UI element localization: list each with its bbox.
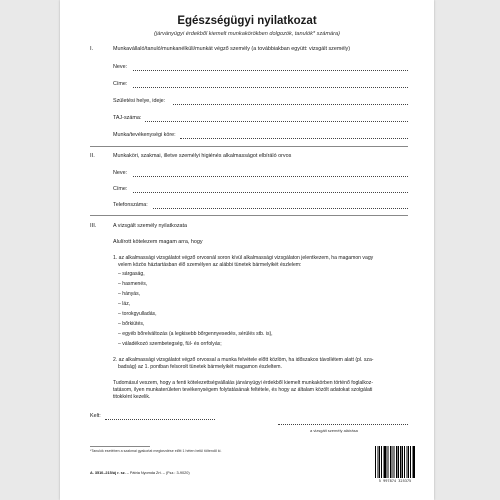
symptom-item: – láz, <box>118 301 131 307</box>
symptom-item: – váladékozó szembetegség, fül- és orrfolyás; <box>118 341 222 347</box>
section-1-name-label: Neve: <box>113 64 128 70</box>
section-1-address-label: Címe: <box>113 81 128 87</box>
date-label: Kelt: <box>90 413 101 419</box>
date-field[interactable] <box>105 419 215 420</box>
form-code-printer: – Pátria Nyomda Zrt. – (Fsz.: 3-9020) <box>125 471 190 475</box>
closing-statement-line-3: titokként kezelik. <box>113 394 151 400</box>
closing-statement-line-1: Tudomásul veszem, hogy a fenti kötelezettségvállalás járványügyi érdekből kiemelt munkakörben történő foglalkoz- <box>113 380 374 386</box>
section-2-heading: Munkaköri, szakmai, illetve személyi higiénés alkalmasságot elbíráló orvos <box>113 153 292 159</box>
obligation-1-line-2: velem közös háztartásban élő személyen az alábbi tünetek bármelyikét észlelem: <box>118 262 302 268</box>
symptom-item: – egyéb bőrelváltozás (a legkisebb bőrgennyesedés, sérülés stb. is), <box>118 331 273 337</box>
symptom-item: – hányás, <box>118 291 141 297</box>
section-divider <box>90 146 408 147</box>
signature-field[interactable] <box>278 424 408 425</box>
section-1-taj-field[interactable] <box>145 121 408 122</box>
section-1-birth-field[interactable] <box>173 104 408 105</box>
symptom-item: – torokgyulladás, <box>118 311 157 317</box>
section-2-address-field[interactable] <box>133 192 408 193</box>
section-divider <box>90 215 408 216</box>
obligation-1-line-1: 1. az alkalmassági vizsgálatot végző orvosnál soron kívül alkalmassági vizsgálaton jelentkezem, ha magamon vagy <box>113 255 374 261</box>
section-3-heading: A vizsgált személy nyilatkozata <box>113 223 188 229</box>
section-3-number: III. <box>90 223 97 229</box>
section-2-number: II. <box>90 153 95 159</box>
footnote: *Tanulók esetében a szakmai gyakorlat megkezdése előtt 1 héten belül töltendő ki. <box>90 449 222 453</box>
page-subtitle: (járványügyi érdekből kiemelt munkakörökben dolgozók, tanulók* számára) <box>154 31 340 37</box>
barcode-bars <box>375 446 415 478</box>
barcode <box>375 446 415 484</box>
section-1-heading: Munkavállaló/tanuló/munkanélküli/munkát végző személy (a továbbiakban együtt: vizsgált személy) <box>113 46 351 52</box>
section-2-name-label: Neve: <box>113 170 128 176</box>
form-code-number: A. 3510–215/új r. sz. <box>90 471 126 475</box>
signature-caption: a vizsgált személy aláírása <box>310 428 358 433</box>
form-sheet <box>60 0 434 500</box>
section-1-birth-label: Születési helye, ideje: <box>113 98 166 104</box>
section-2-phone-label: Telefonszáma: <box>113 202 148 208</box>
section-3-intro: Alulírott kötelezem magam arra, hogy <box>113 239 203 245</box>
footnote-divider <box>90 446 150 447</box>
section-1-job-label: Munka/tevékenységi köre: <box>113 132 176 138</box>
barcode-digits: 5 997874 325375 <box>378 479 412 483</box>
symptom-item: – hasmenés, <box>118 281 148 287</box>
section-1-taj-label: TAJ-száma: <box>113 115 142 121</box>
section-2-phone-field[interactable] <box>153 208 408 209</box>
obligation-2-line-1: 2. az alkalmassági vizsgálatot végző orvossal a munka felvétele előtt közlöm, ha időszakos távollétem alatt (pl. sza- <box>113 357 374 363</box>
section-1-number: I. <box>90 46 94 52</box>
closing-statement-line-2: tatásom, ilyen munkaterületen tevékenységem folytatásának feltétele, és hogy az általam közölt adatokat szolgálati <box>113 387 373 393</box>
symptom-item: – bőrkiütés, <box>118 321 145 327</box>
page-title: Egészségügyi nyilatkozat <box>177 15 317 27</box>
section-2-name-field[interactable] <box>133 176 408 177</box>
obligation-2-line-2: badság) az 1. pontban felsorolt tünetek bármelyikét magamon észleltem. <box>118 364 282 370</box>
section-1-job-field[interactable] <box>180 138 408 139</box>
form-code <box>90 471 190 475</box>
section-1-address-field[interactable] <box>133 87 408 88</box>
section-2-address-label: Címe: <box>113 186 128 192</box>
section-1-name-field[interactable] <box>133 70 408 71</box>
symptom-item: – sárgaság, <box>118 271 145 277</box>
